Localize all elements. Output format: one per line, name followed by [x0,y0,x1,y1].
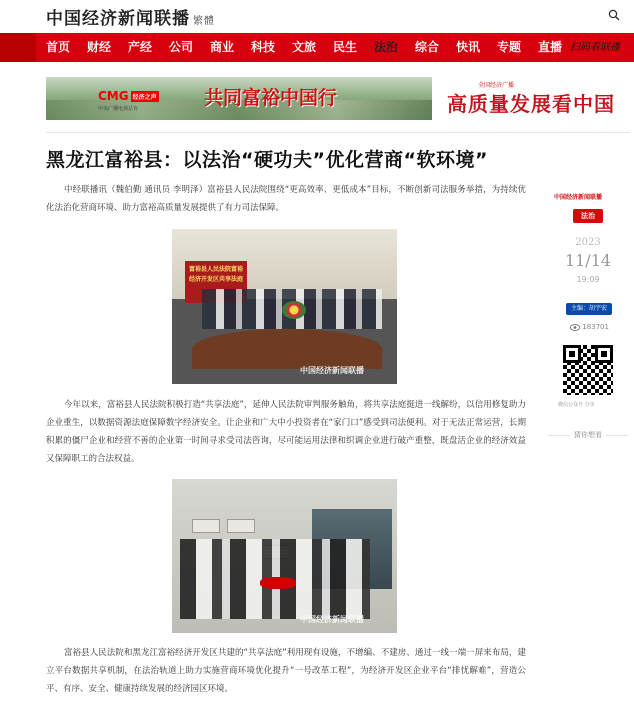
nav-item-9[interactable]: 综合 [415,40,440,54]
traditional-chinese-link[interactable]: 繁體 [193,16,215,27]
nav-item-0[interactable]: 首页 [46,40,71,54]
nav-item-11[interactable]: 专题 [497,40,522,54]
photo-table [192,329,382,369]
search-icon[interactable] [608,9,620,21]
sidebar-logo: 中国经济新闻联播 [554,194,603,201]
nav-item-5[interactable]: 科技 [251,40,276,54]
nav-item-10[interactable]: 快讯 [456,40,481,54]
publish-year: 2023 [575,237,601,248]
publish-time: 19:09 [576,275,600,284]
cmg-subtitle: 中央广播电视总台 [98,106,139,112]
nav-left-accent [0,33,36,62]
nav-item-2[interactable]: 产经 [128,40,153,54]
photo-plaque [227,519,255,533]
eye-icon [570,324,580,331]
photo-screen: 富裕县人民法院富裕经济开发区共享法庭 [185,261,247,303]
article-photo-1 [172,229,397,384]
article-title: 黑龙江富裕县：以法治“硬功夫”优化营商“软环境” [46,149,488,171]
photo-watermark: 中国经济新闻联播 [300,366,364,375]
photo-plaque [192,519,220,533]
publish-date: 11/14 [564,251,612,270]
header [0,0,634,32]
site-logo[interactable]: 中国经济新闻联播 繁體 [46,9,215,29]
qr-code [563,345,613,395]
view-count-value: 183701 [582,323,609,331]
ad-banner[interactable] [46,77,432,120]
article-photo-2 [172,479,397,633]
main-nav [0,33,634,62]
photo-flowers [282,301,306,319]
view-count [570,323,609,331]
nav-item-4[interactable]: 商业 [210,40,235,54]
radio-slogan[interactable]: 高质量发展看中国 [447,92,615,116]
nav-item-1[interactable]: 财经 [87,40,112,54]
article-paragraph-3: 富裕县人民法院和黑龙江富裕经济开发区共建的“共享法庭”利用现有设施，不增编、不建房、通过一线一端一屏来布局，建立平台数据共享机制，在法治轨道上助力实施营商环境优化提升“一号改革工程”，为经济开发区企业平台“排忧解难”，营造公平、有序、安全、健康持续发展的经济园区环境。 [46,648,526,694]
nav-item-3[interactable]: 公司 [169,40,194,54]
category-badge[interactable]: 法治 [573,209,603,223]
photo-ribbon [260,577,296,589]
nav-items [46,33,579,62]
recommend-heading: 猜你想看 [548,430,628,440]
nav-brand-logo[interactable]: 扫码看联播 [570,42,620,53]
cmg-logo: CMG 经济之声 [98,89,157,103]
nav-item-12[interactable]: 直播 [538,40,563,54]
radio-label: 全国经济广播 [478,82,515,89]
photo-watermark: 中国经济新闻联播 [300,615,364,624]
nav-item-6[interactable]: 文旅 [292,40,317,54]
divider [46,132,630,133]
banner-slogan: 共同富裕中国行 [204,87,338,109]
editor-badge: 主编：胡宇宏 [566,303,612,315]
article-paragraph-1: 中经联播讯（魏伯勤 通讯员 李明泽）富裕县人民法院围绕“更高效率、更低成本”目标，不断创新司法服务举措，为持续优化法治化营商环境、助力富裕高质量发展提供了有力司法保障。 [46,185,526,213]
article-paragraph-2: 今年以来，富裕县人民法院积极打造“共享法庭”，延伸人民法院审判服务触角，将共享法庭挺进一线解纷，以信用修复助力企业重生，以数据资源法庭保障数字经济安全。让企业和广大中小投资者在“家门口”感受到司法便利。对于无法正常运营，长期积累的僵尸企业和经营不善的企业第一时间寻求受司法咨询，尽可能运用法律和织调企业进行破产重整，既盘活企业的经济效益又保障职工的合法权益。 [46,400,526,464]
cmg-badge: 经济之声 [131,91,159,102]
share-links[interactable]: 微信公众号 分享 [558,402,595,408]
nav-item-7[interactable]: 民生 [333,40,358,54]
nav-item-8[interactable]: 法治 [374,40,399,54]
